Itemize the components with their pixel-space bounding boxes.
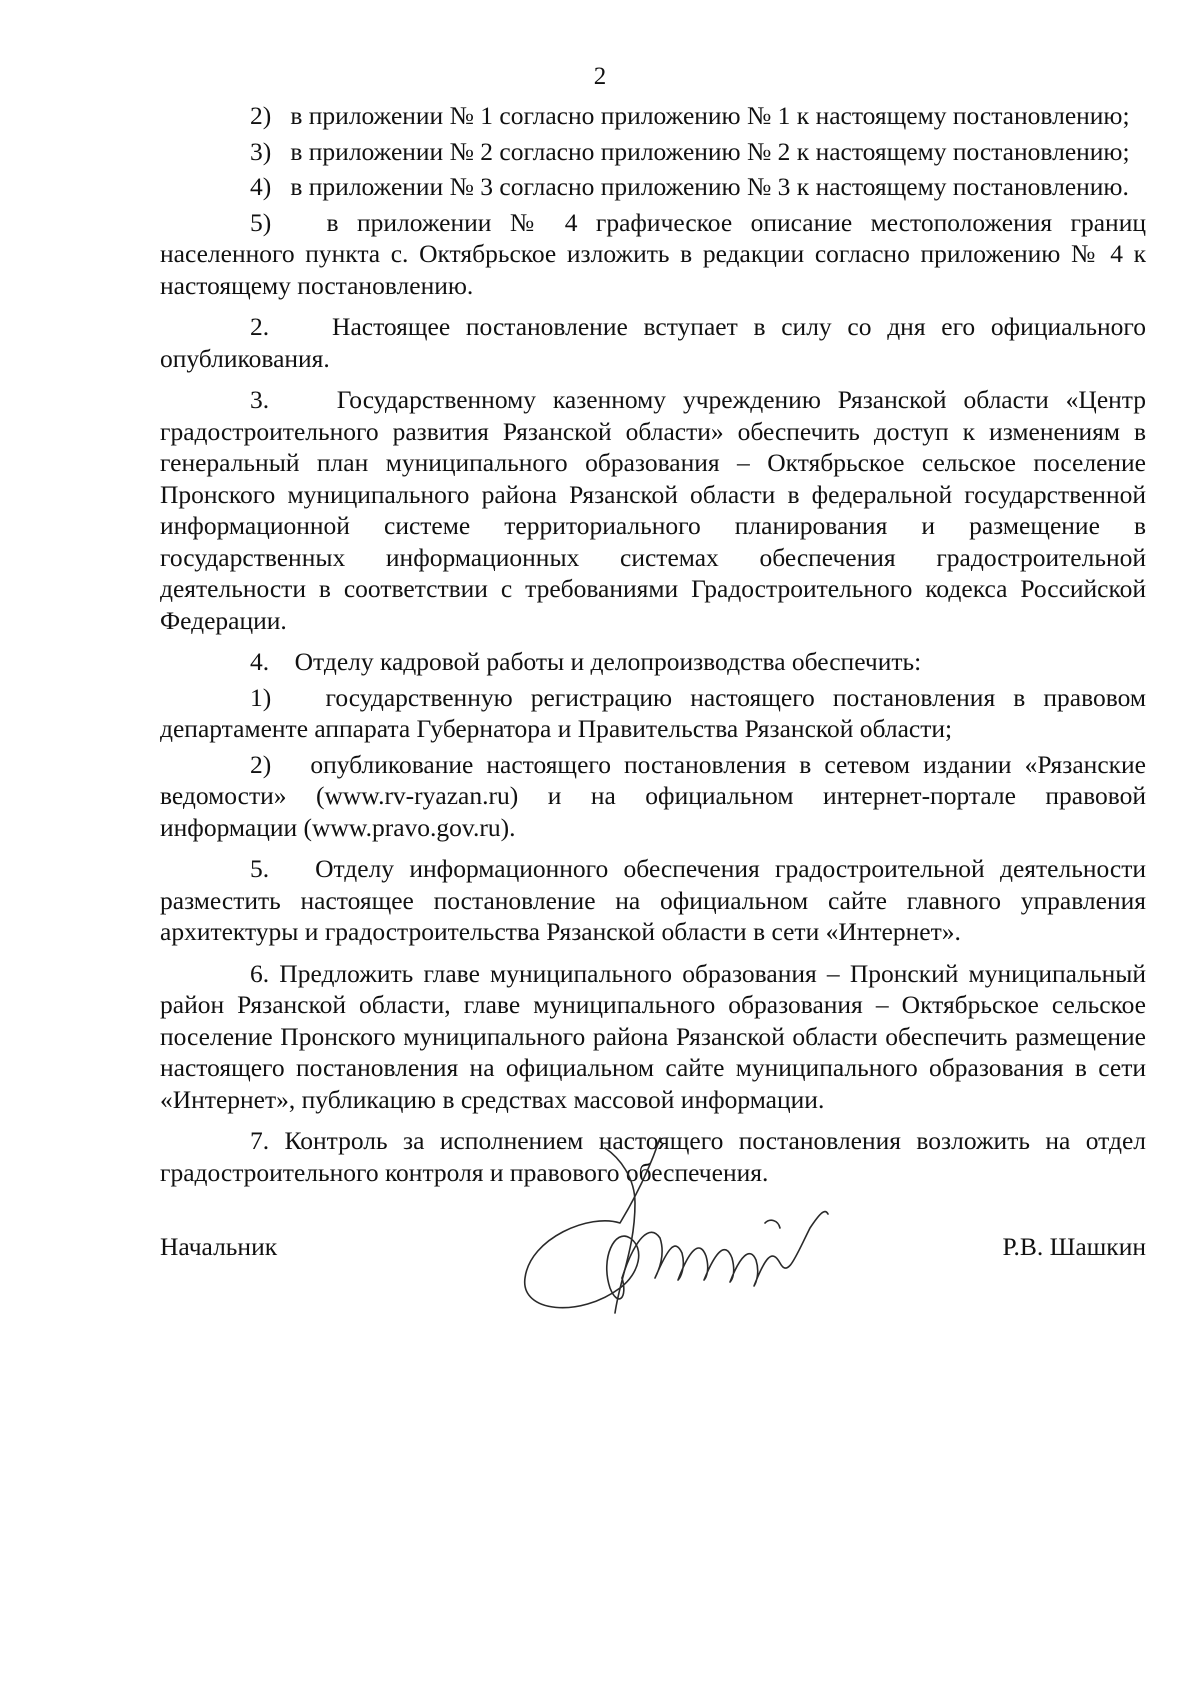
- paragraph-section-4: 4. Отделу кадровой работы и делопроизводства обеспечить:: [250, 647, 922, 676]
- signer-name: Р.В. Шашкин: [1002, 1232, 1146, 1261]
- paragraph-section-6: 6. Предложить главе муниципального образования – Пронский муниципальный район Рязанской области, главе муниципального образования – Октябрьское сельское поселение Пронского муниципального района Рязанской области обеспечить размещение настоящего постановления на официальном сайте муниципального образования в сети «Интернет», публикацию в средствах массовой информации.: [160, 958, 1146, 1114]
- paragraph-subitem-1: 1) государственную регистрацию настоящего постановления в правовом департаменте аппарата Губернатора и Правительства Рязанской области;: [160, 682, 1146, 743]
- paragraph-item-5: 5) в приложении № 4 графическое описание местоположения границ населенного пункта с. Октябрьское изложить в редакции согласно приложению № 4 к настоящему постановлению.: [160, 207, 1146, 300]
- paragraph-subitem-2: 2) опубликование настоящего постановления в сетевом издании «Рязанские ведомости» (www.rv-ryazan.ru) и на официальном интернет-портале правовой информации (www.pravo.gov.ru).: [160, 749, 1146, 842]
- signer-title: Начальник: [160, 1232, 278, 1261]
- paragraph-section-5: 5. Отделу информационного обеспечения градостроительной деятельности разместить настоящее постановление на официальном сайте главного управления архитектуры и градостроительства Рязанской области в сети «Интернет».: [160, 854, 1146, 946]
- paragraph-item-2: 2) в приложении № 1 согласно приложению № 1 к настоящему постановлению;: [250, 101, 1130, 130]
- paragraph-item-4: 4) в приложении № 3 согласно приложению № 3 к настоящему постановлению.: [250, 172, 1129, 201]
- paragraph-section-3: 3. Государственному казенному учреждению Рязанской области «Центр градостроительного развития Рязанской области» обеспечить доступ к изменениям в генеральный план муниципального образования – Октябрьское сельское поселение Пронского муниципального района Рязанской области в федеральной государственной информационной системе территориального планирования и размещение в государственных информационных системах обеспечения градостроительной деятельности в соответствии с требованиями Градостроительного кодекса Российской Федерации.: [160, 385, 1146, 635]
- page-number: 2: [593, 63, 607, 90]
- paragraph-item-3: 3) в приложении № 2 согласно приложению № 2 к настоящему постановлению;: [250, 136, 1130, 166]
- document-body: [160, 96, 1146, 1188]
- handwritten-signature: [510, 1128, 890, 1328]
- paragraph-section-2: 2. Настоящее постановление вступает в силу со дня его официального опубликования.: [160, 312, 1146, 373]
- paragraph-section-7: 7. Контроль за исполнением настоящего постановления возложить на отдел градостроительного контроля и правового обеспечения.: [160, 1126, 1146, 1187]
